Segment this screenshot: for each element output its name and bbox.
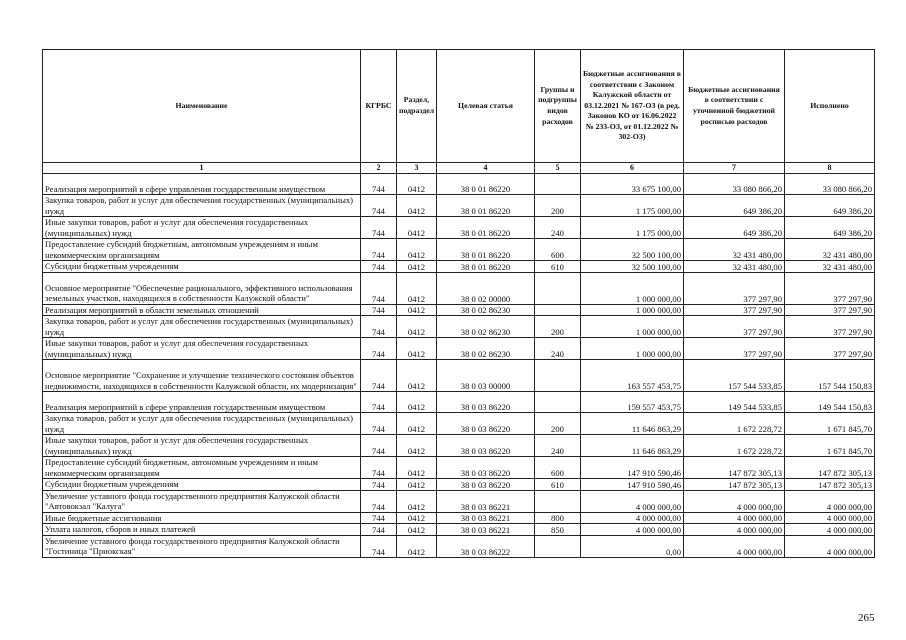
column-number: 3 bbox=[397, 163, 437, 174]
cell-group bbox=[535, 535, 581, 557]
column-number: 4 bbox=[437, 163, 535, 174]
cell-executed: 1 671 845,70 bbox=[785, 413, 875, 435]
cell-kgrbs: 744 bbox=[361, 338, 397, 360]
column-number: 1 bbox=[43, 163, 361, 174]
cell-executed: 649 386,20 bbox=[785, 217, 875, 239]
cell-section: 0412 bbox=[397, 338, 437, 360]
table-row bbox=[43, 338, 875, 360]
cell-section: 0412 bbox=[397, 239, 437, 261]
cell-budget-law: 1 000 000,00 bbox=[581, 304, 684, 316]
cell-kgrbs: 744 bbox=[361, 316, 397, 338]
cell-section: 0412 bbox=[397, 435, 437, 457]
cell-executed: 4 000 000,00 bbox=[785, 535, 875, 557]
cell-name: Основное мероприятие "Обеспечение рационального, эффективного использования земельных участков, находящихся в собственности Калужской области" bbox=[43, 272, 361, 304]
cell-group: 800 bbox=[535, 512, 581, 524]
cell-budget-law: 147 910 590,46 bbox=[581, 479, 684, 491]
cell-section: 0412 bbox=[397, 535, 437, 557]
cell-executed: 157 544 150,83 bbox=[785, 360, 875, 392]
cell-name: Субсидии бюджетным учреждениям bbox=[43, 479, 361, 491]
cell-target: 38 0 02 86230 bbox=[437, 304, 535, 316]
cell-name: Реализация мероприятий в области земельных отношений bbox=[43, 304, 361, 316]
cell-budget-refined: 4 000 000,00 bbox=[684, 512, 785, 524]
header-row bbox=[43, 50, 875, 163]
cell-executed: 32 431 480,00 bbox=[785, 239, 875, 261]
cell-name: Субсидии бюджетным учреждениям bbox=[43, 261, 361, 273]
cell-group bbox=[535, 490, 581, 512]
cell-group bbox=[535, 174, 581, 195]
cell-budget-refined: 377 297,90 bbox=[684, 338, 785, 360]
cell-kgrbs: 744 bbox=[361, 435, 397, 457]
cell-executed: 147 872 305,13 bbox=[785, 479, 875, 491]
cell-target: 38 0 03 86221 bbox=[437, 490, 535, 512]
cell-name: Закупка товаров, работ и услуг для обеспечения государственных (муниципальных) нужд bbox=[43, 316, 361, 338]
cell-name: Иные закупки товаров, работ и услуг для обеспечения государственных (муниципальных) нужд bbox=[43, 338, 361, 360]
cell-budget-law: 32 500 100,00 bbox=[581, 239, 684, 261]
cell-section: 0412 bbox=[397, 479, 437, 491]
cell-kgrbs: 744 bbox=[361, 392, 397, 413]
cell-group: 240 bbox=[535, 338, 581, 360]
cell-group: 200 bbox=[535, 316, 581, 338]
cell-name: Реализация мероприятий в сфере управления государственным имуществом bbox=[43, 174, 361, 195]
cell-target: 38 0 03 00000 bbox=[437, 360, 535, 392]
cell-budget-law: 1 175 000,00 bbox=[581, 195, 684, 217]
cell-group: 200 bbox=[535, 413, 581, 435]
header-section: Раздел, подраздел bbox=[397, 50, 437, 163]
table-row bbox=[43, 217, 875, 239]
cell-kgrbs: 744 bbox=[361, 512, 397, 524]
header-name: Наименование bbox=[43, 50, 361, 163]
cell-group bbox=[535, 272, 581, 304]
table-row bbox=[43, 490, 875, 512]
table-body bbox=[43, 174, 875, 558]
cell-name: Реализация мероприятий в сфере управления государственным имуществом bbox=[43, 392, 361, 413]
cell-budget-law: 159 557 453,75 bbox=[581, 392, 684, 413]
cell-target: 38 0 01 86220 bbox=[437, 195, 535, 217]
cell-kgrbs: 744 bbox=[361, 360, 397, 392]
cell-section: 0412 bbox=[397, 392, 437, 413]
column-number: 2 bbox=[361, 163, 397, 174]
header-kgrbs: КГРБС bbox=[361, 50, 397, 163]
cell-name: Закупка товаров, работ и услуг для обеспечения государственных (муниципальных) нужд bbox=[43, 195, 361, 217]
cell-executed: 147 872 305,13 bbox=[785, 457, 875, 479]
table-row bbox=[43, 272, 875, 304]
cell-target: 38 0 02 86230 bbox=[437, 316, 535, 338]
header-budget-law: Бюджетные ассигнования в соответствии с Законом Калужской области от 03.12.2021 № 167-ОЗ (в ред. Законов КО от 16.06.2022 № 233-ОЗ, от 01.12.2022 № 302-ОЗ) bbox=[581, 50, 684, 163]
cell-executed: 32 431 480,00 bbox=[785, 261, 875, 273]
table-row bbox=[43, 413, 875, 435]
cell-name: Увеличение уставного фонда государственного предприятия Калужской области "Автовокзал "Калуга" bbox=[43, 490, 361, 512]
cell-budget-law: 1 000 000,00 bbox=[581, 316, 684, 338]
cell-target: 38 0 01 86220 bbox=[437, 261, 535, 273]
cell-kgrbs: 744 bbox=[361, 195, 397, 217]
cell-budget-law: 11 646 863,29 bbox=[581, 435, 684, 457]
cell-name: Иные закупки товаров, работ и услуг для обеспечения государственных (муниципальных) нужд bbox=[43, 435, 361, 457]
cell-group: 240 bbox=[535, 435, 581, 457]
cell-kgrbs: 744 bbox=[361, 261, 397, 273]
cell-name: Уплата налогов, сборов и иных платежей bbox=[43, 524, 361, 536]
cell-section: 0412 bbox=[397, 512, 437, 524]
cell-executed: 377 297,90 bbox=[785, 272, 875, 304]
cell-target: 38 0 01 86220 bbox=[437, 239, 535, 261]
cell-budget-refined: 377 297,90 bbox=[684, 272, 785, 304]
cell-budget-refined: 4 000 000,00 bbox=[684, 524, 785, 536]
cell-budget-refined: 377 297,90 bbox=[684, 304, 785, 316]
cell-group: 600 bbox=[535, 457, 581, 479]
cell-section: 0412 bbox=[397, 195, 437, 217]
budget-document bbox=[42, 49, 874, 558]
table-row bbox=[43, 316, 875, 338]
cell-section: 0412 bbox=[397, 316, 437, 338]
cell-budget-law: 1 175 000,00 bbox=[581, 217, 684, 239]
cell-kgrbs: 744 bbox=[361, 524, 397, 536]
cell-kgrbs: 744 bbox=[361, 490, 397, 512]
cell-group bbox=[535, 360, 581, 392]
header-target: Целевая статья bbox=[437, 50, 535, 163]
cell-kgrbs: 744 bbox=[361, 304, 397, 316]
cell-budget-refined: 1 672 228,72 bbox=[684, 413, 785, 435]
cell-budget-law: 11 646 863,29 bbox=[581, 413, 684, 435]
cell-budget-refined: 377 297,90 bbox=[684, 316, 785, 338]
column-number: 5 bbox=[535, 163, 581, 174]
cell-kgrbs: 744 bbox=[361, 413, 397, 435]
cell-budget-law: 1 000 000,00 bbox=[581, 338, 684, 360]
cell-kgrbs: 744 bbox=[361, 239, 397, 261]
cell-name: Закупка товаров, работ и услуг для обеспечения государственных (муниципальных) нужд bbox=[43, 413, 361, 435]
page-number: 265 bbox=[858, 612, 875, 624]
cell-section: 0412 bbox=[397, 413, 437, 435]
cell-section: 0412 bbox=[397, 524, 437, 536]
cell-section: 0412 bbox=[397, 217, 437, 239]
cell-budget-law: 4 000 000,00 bbox=[581, 524, 684, 536]
cell-budget-refined: 4 000 000,00 bbox=[684, 490, 785, 512]
cell-target: 38 0 01 86220 bbox=[437, 217, 535, 239]
cell-budget-law: 33 675 100,00 bbox=[581, 174, 684, 195]
budget-table bbox=[42, 49, 875, 558]
cell-group: 610 bbox=[535, 261, 581, 273]
column-number: 7 bbox=[684, 163, 785, 174]
cell-section: 0412 bbox=[397, 360, 437, 392]
column-number-row bbox=[43, 163, 875, 174]
cell-section: 0412 bbox=[397, 304, 437, 316]
cell-target: 38 0 02 00000 bbox=[437, 272, 535, 304]
table-row bbox=[43, 435, 875, 457]
column-number: 8 bbox=[785, 163, 875, 174]
table-row bbox=[43, 479, 875, 491]
cell-executed: 377 297,90 bbox=[785, 316, 875, 338]
table-row bbox=[43, 174, 875, 195]
cell-budget-refined: 649 386,20 bbox=[684, 217, 785, 239]
cell-executed: 4 000 000,00 bbox=[785, 512, 875, 524]
cell-group: 610 bbox=[535, 479, 581, 491]
cell-budget-refined: 649 386,20 bbox=[684, 195, 785, 217]
cell-target: 38 0 03 86220 bbox=[437, 435, 535, 457]
cell-target: 38 0 02 86230 bbox=[437, 338, 535, 360]
cell-budget-refined: 1 672 228,72 bbox=[684, 435, 785, 457]
cell-group: 200 bbox=[535, 195, 581, 217]
cell-section: 0412 bbox=[397, 457, 437, 479]
cell-budget-refined: 147 872 305,13 bbox=[684, 479, 785, 491]
header-executed: Исполнено bbox=[785, 50, 875, 163]
header-groups: Группы и подгруппы видов расходов bbox=[535, 50, 581, 163]
cell-executed: 4 000 000,00 bbox=[785, 524, 875, 536]
cell-budget-refined: 147 872 305,13 bbox=[684, 457, 785, 479]
cell-budget-refined: 157 544 533,85 bbox=[684, 360, 785, 392]
cell-budget-refined: 32 431 480,00 bbox=[684, 239, 785, 261]
cell-name: Иные бюджетные ассигнования bbox=[43, 512, 361, 524]
cell-name: Предоставление субсидий бюджетным, автономным учреждениям и иным некоммерческим организациям bbox=[43, 239, 361, 261]
cell-group: 850 bbox=[535, 524, 581, 536]
cell-budget-refined: 149 544 533,85 bbox=[684, 392, 785, 413]
cell-budget-refined: 4 000 000,00 bbox=[684, 535, 785, 557]
cell-group bbox=[535, 392, 581, 413]
table-row bbox=[43, 304, 875, 316]
table-row bbox=[43, 239, 875, 261]
column-number: 6 bbox=[581, 163, 684, 174]
cell-section: 0412 bbox=[397, 261, 437, 273]
cell-budget-law: 4 000 000,00 bbox=[581, 512, 684, 524]
table-row bbox=[43, 512, 875, 524]
cell-executed: 649 386,20 bbox=[785, 195, 875, 217]
cell-target: 38 0 03 86220 bbox=[437, 413, 535, 435]
table-row bbox=[43, 195, 875, 217]
cell-target: 38 0 03 86220 bbox=[437, 479, 535, 491]
cell-group: 240 bbox=[535, 217, 581, 239]
cell-budget-refined: 32 431 480,00 bbox=[684, 261, 785, 273]
table-row bbox=[43, 457, 875, 479]
table-row bbox=[43, 261, 875, 273]
cell-kgrbs: 744 bbox=[361, 535, 397, 557]
cell-section: 0412 bbox=[397, 174, 437, 195]
cell-executed: 377 297,90 bbox=[785, 338, 875, 360]
cell-group: 600 bbox=[535, 239, 581, 261]
cell-target: 38 0 03 86221 bbox=[437, 524, 535, 536]
cell-target: 38 0 03 86222 bbox=[437, 535, 535, 557]
cell-kgrbs: 744 bbox=[361, 479, 397, 491]
cell-section: 0412 bbox=[397, 490, 437, 512]
table-row bbox=[43, 524, 875, 536]
cell-group bbox=[535, 304, 581, 316]
table-row bbox=[43, 392, 875, 413]
cell-budget-law: 32 500 100,00 bbox=[581, 261, 684, 273]
cell-name: Иные закупки товаров, работ и услуг для обеспечения государственных (муниципальных) нужд bbox=[43, 217, 361, 239]
cell-budget-law: 0,00 bbox=[581, 535, 684, 557]
cell-executed: 4 000 000,00 bbox=[785, 490, 875, 512]
cell-target: 38 0 03 86221 bbox=[437, 512, 535, 524]
table-row bbox=[43, 535, 875, 557]
cell-budget-refined: 33 080 866,20 bbox=[684, 174, 785, 195]
cell-budget-law: 1 000 000,00 bbox=[581, 272, 684, 304]
cell-budget-law: 147 910 590,46 bbox=[581, 457, 684, 479]
cell-target: 38 0 03 86220 bbox=[437, 457, 535, 479]
cell-kgrbs: 744 bbox=[361, 457, 397, 479]
cell-target: 38 0 01 86220 bbox=[437, 174, 535, 195]
cell-budget-law: 4 000 000,00 bbox=[581, 490, 684, 512]
cell-name: Основное мероприятие "Сохранение и улучшение технического состояния объектов недвижимости, находящихся в собственности Калужской области, их модернизация" bbox=[43, 360, 361, 392]
header-budget-refined: Бюджетные ассигнования в соответствии с уточненной бюджетной росписью расходов bbox=[684, 50, 785, 163]
cell-executed: 149 544 150,83 bbox=[785, 392, 875, 413]
cell-executed: 377 297,90 bbox=[785, 304, 875, 316]
cell-executed: 33 080 866,20 bbox=[785, 174, 875, 195]
cell-kgrbs: 744 bbox=[361, 217, 397, 239]
cell-executed: 1 671 845,70 bbox=[785, 435, 875, 457]
table-row bbox=[43, 360, 875, 392]
cell-target: 38 0 03 86220 bbox=[437, 392, 535, 413]
cell-budget-law: 163 557 453,75 bbox=[581, 360, 684, 392]
cell-section: 0412 bbox=[397, 272, 437, 304]
cell-name: Увеличение уставного фонда государственного предприятия Калужской области "Гостиница "Приокская" bbox=[43, 535, 361, 557]
cell-name: Предоставление субсидий бюджетным, автономным учреждениям и иным некоммерческим организациям bbox=[43, 457, 361, 479]
cell-kgrbs: 744 bbox=[361, 272, 397, 304]
cell-kgrbs: 744 bbox=[361, 174, 397, 195]
